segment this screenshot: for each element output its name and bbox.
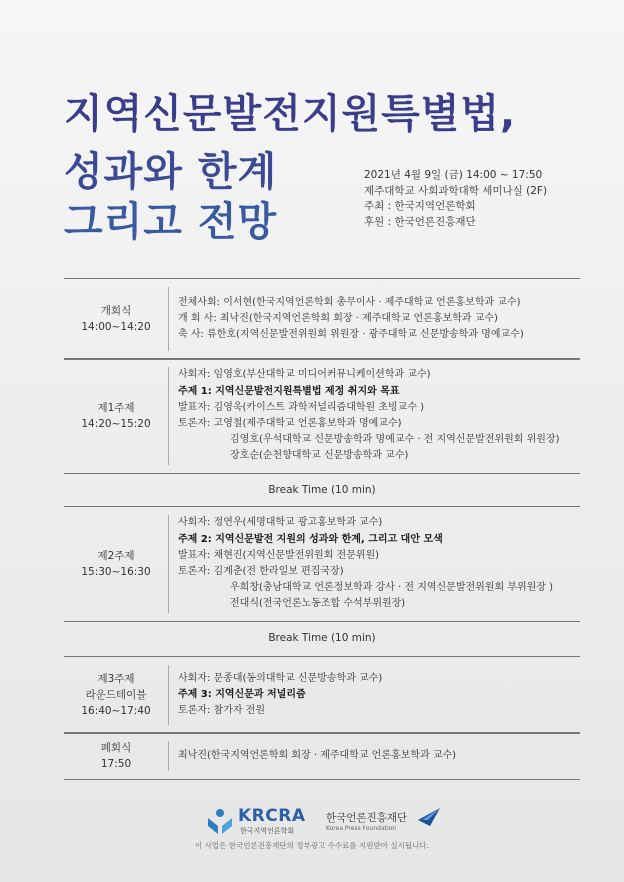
session-label	[64, 507, 168, 621]
session-time: 15:30~16:30	[81, 566, 151, 578]
session-name: 폐회식	[100, 742, 132, 754]
kpf-emblem-icon	[416, 806, 442, 828]
session-time: 14:00~14:20	[81, 321, 151, 333]
session-label	[64, 657, 168, 733]
session-label	[64, 733, 168, 779]
session-label	[64, 359, 168, 473]
detail-line: 사회자: 임영호(부산대학교 미디어커뮤니케이션학과 교수)	[178, 369, 431, 381]
session-name: 제2주제	[97, 550, 135, 562]
schedule-row-opening	[64, 278, 580, 360]
event-venue: 제주대학교 사회과학대학 세미나실 (2F)	[364, 184, 548, 197]
session-label	[64, 279, 168, 359]
session-time: 17:50	[100, 758, 132, 770]
footer-note: 이 사업은 한국언론진흥재단의 정부광고 수수료를 지원받아 실시됩니다.	[194, 841, 430, 850]
event-host: 주최 : 한국지역언론학회	[364, 200, 476, 212]
detail-line: 축 사: 류한호(지역신문발전위원회 위원장 · 광주대학교 신문방송학과 명예교수)	[178, 329, 524, 341]
event-info	[364, 168, 547, 230]
detail-line: 발표자: 채현진(지역신문발전위원회 전문위원)	[178, 549, 380, 561]
detail-line: 김영호(우석대학교 신문방송학과 명예교수 · 전 지역신문발전위원회 위원장)	[230, 434, 560, 446]
title-line-1: 지역신문발전지원특별법,	[64, 91, 517, 137]
session-details	[178, 279, 524, 359]
break-time-2: Break Time (10 min)	[268, 632, 376, 644]
break-time-1: Break Time (10 min)	[268, 484, 376, 496]
krcra-wordmark: KRCRA	[238, 806, 306, 826]
session-details	[178, 657, 382, 733]
krcra-emblem-icon	[206, 808, 234, 834]
detail-line: 토론자: 고영철(제주대학교 언론홍보학과 명예교수)	[178, 418, 402, 429]
session-name: 제1주제	[97, 402, 135, 414]
session-name: 개회식	[100, 305, 132, 317]
topic-line: 주제 2: 지역신문발전 지원의 성과와 한계, 그리고 대안 모색	[178, 533, 443, 545]
session-details	[178, 359, 560, 473]
detail-line: 우희창(충남대학교 언론정보학과 강사 · 전 지역신문발전위원회 부위원장 )	[230, 582, 554, 594]
kpf-english-name: Korea Press Foundation	[326, 825, 397, 832]
detail-line: 사회자: 정연우(세명대학교 광고홍보학과 교수)	[178, 517, 383, 529]
schedule-row-closing	[64, 732, 580, 780]
title-line-2: 성과와 한계	[64, 149, 278, 195]
krcra-korean-name: 한국지역언론학회	[240, 827, 295, 835]
event-datetime: 2021년 4월 9일 (금) 14:00 ~ 17:50	[364, 169, 543, 181]
detail-line: 개 회 사: 최낙진(한국지역언론학회 회장 · 제주대학교 언론홍보학과 교수)	[178, 312, 498, 324]
detail-line: 장호순(순천향대학교 신문방송학과 교수)	[230, 450, 409, 462]
session-time: 16:40~17:40	[81, 705, 151, 717]
schedule-row-session2	[64, 506, 580, 622]
topic-line: 주제 3: 지역신문과 저널리즘	[178, 688, 306, 700]
title-line-3: 그리고 전망	[64, 199, 278, 245]
column-divider	[168, 367, 169, 465]
session-name: 제3주제	[97, 673, 135, 685]
column-divider	[168, 515, 169, 613]
detail-line: 발표자: 김영욱(카이스트 과학저널리즘대학원 초빙교수 )	[178, 401, 425, 413]
detail-line: 토론자: 참가자 전원	[178, 705, 266, 717]
event-sponsor: 후원 : 한국언론진흥재단	[364, 215, 476, 228]
detail-line: 토론자: 김계춘(전 한라일보 편집국장)	[178, 566, 344, 577]
session-subtitle: 라운드테이블	[85, 689, 147, 701]
topic-line: 주제 1: 지역신문발전지원특별법 제정 취지와 목표	[178, 385, 400, 397]
schedule-row-session1	[64, 358, 580, 474]
session-details	[178, 507, 553, 621]
kpf-korean-name: 한국언론진흥재단	[326, 812, 408, 824]
detail-line: 전체사회: 이서현(한국지역언론학회 총무이사 · 제주대학교 언론홍보학과 교수)	[178, 296, 521, 308]
column-divider	[168, 741, 169, 771]
session-details	[178, 733, 456, 779]
schedule-row-session3	[64, 656, 580, 734]
column-divider	[168, 287, 169, 351]
detail-line: 사회자: 문종대(동의대학교 신문방송학과 교수)	[178, 672, 383, 684]
column-divider	[168, 665, 169, 725]
detail-line: 전대식(전국언론노동조합 수석부위원장)	[230, 598, 406, 610]
session-time: 14:20~15:20	[81, 418, 151, 430]
detail-line: 최낙진(한국지역언론학회 회장 · 제주대학교 언론홍보학과 교수)	[178, 749, 457, 761]
